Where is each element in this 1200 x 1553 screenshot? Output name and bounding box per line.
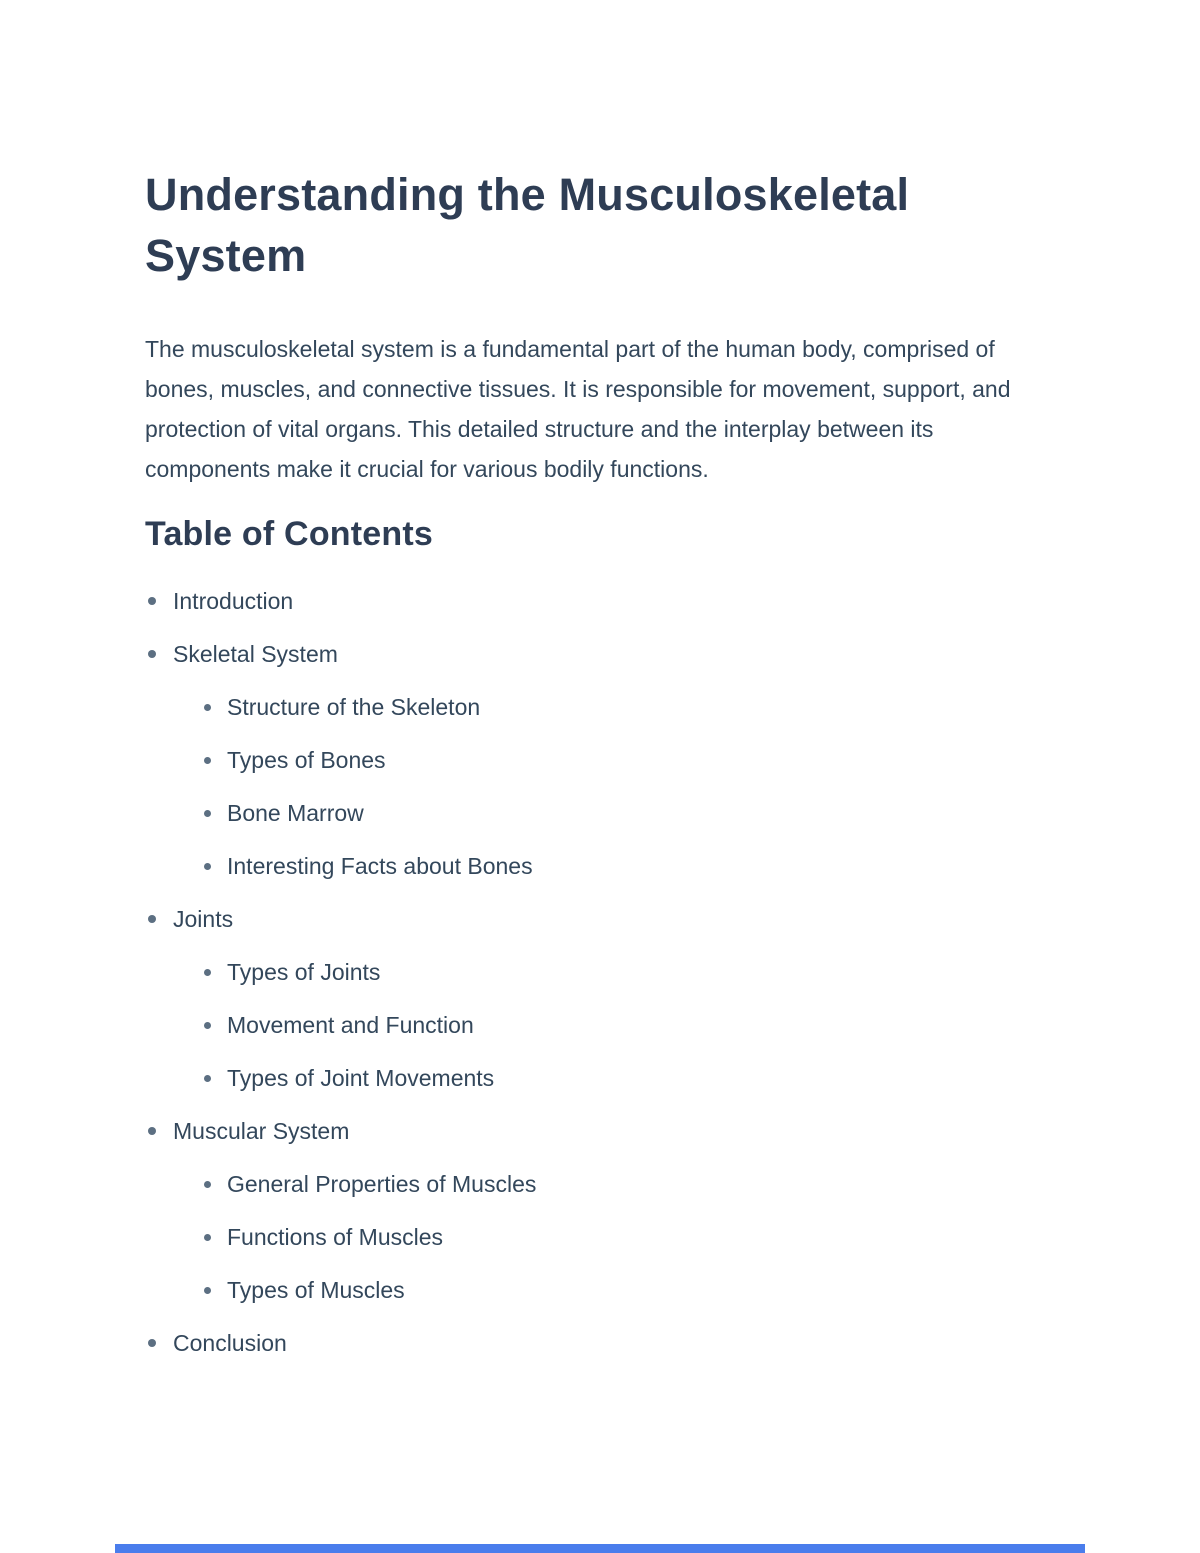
toc-subitem-label: Types of Bones [227, 746, 386, 773]
intro-paragraph: The musculoskeletal system is a fundamental part of the human body, comprised of bones, muscles, and connective tissues. It is responsible for movement, support, and protection of vital organs. This detailed structure and the interplay between its components make it crucial for various bodily functions. [145, 335, 1011, 482]
toc-subitem [201, 1169, 1050, 1200]
toc-subitem [201, 1010, 1050, 1041]
toc-sublist-joints [173, 957, 1050, 1094]
toc-item-label: Joints [173, 905, 234, 932]
toc-subitem-label: Functions of Muscles [227, 1223, 444, 1250]
toc-subitem-label: Bone Marrow [227, 799, 364, 826]
toc-subitem [201, 798, 1050, 829]
page-title: Understanding the Musculoskeletal System [145, 169, 910, 281]
toc-subitem [201, 851, 1050, 882]
toc-subitem [201, 745, 1050, 776]
toc-item-label: Skeletal System [173, 640, 338, 667]
toc-subitem-label: Types of Joint Movements [227, 1064, 495, 1091]
toc-subitem [201, 1063, 1050, 1094]
toc-item-label: Introduction [173, 587, 294, 614]
toc-item-label: Conclusion [173, 1329, 287, 1356]
toc-list [145, 586, 1050, 1359]
toc-item-label: Muscular System [173, 1117, 350, 1144]
footer-accent-bar [115, 1544, 1085, 1553]
toc-heading: Table of Contents [145, 514, 433, 553]
toc-subitem-label: Interesting Facts about Bones [227, 852, 533, 879]
toc-subitem-label: Movement and Function [227, 1011, 474, 1038]
toc-subitem [201, 692, 1050, 723]
toc-subitem-label: General Properties of Muscles [227, 1170, 537, 1197]
toc-subitem [201, 957, 1050, 988]
toc-sublist-muscular-system [173, 1169, 1050, 1306]
toc-subitem [201, 1275, 1050, 1306]
toc-item-skeletal-system [145, 639, 1050, 882]
toc-subitem [201, 1222, 1050, 1253]
toc-sublist-skeletal-system [173, 692, 1050, 882]
toc-item-conclusion [145, 1328, 1050, 1359]
toc-item-introduction [145, 586, 1050, 617]
toc-subitem-label: Types of Muscles [227, 1276, 405, 1303]
toc-item-muscular-system [145, 1116, 1050, 1306]
toc-subitem-label: Types of Joints [227, 958, 381, 985]
toc-subitem-label: Structure of the Skeleton [227, 693, 481, 720]
toc-item-joints [145, 904, 1050, 1094]
